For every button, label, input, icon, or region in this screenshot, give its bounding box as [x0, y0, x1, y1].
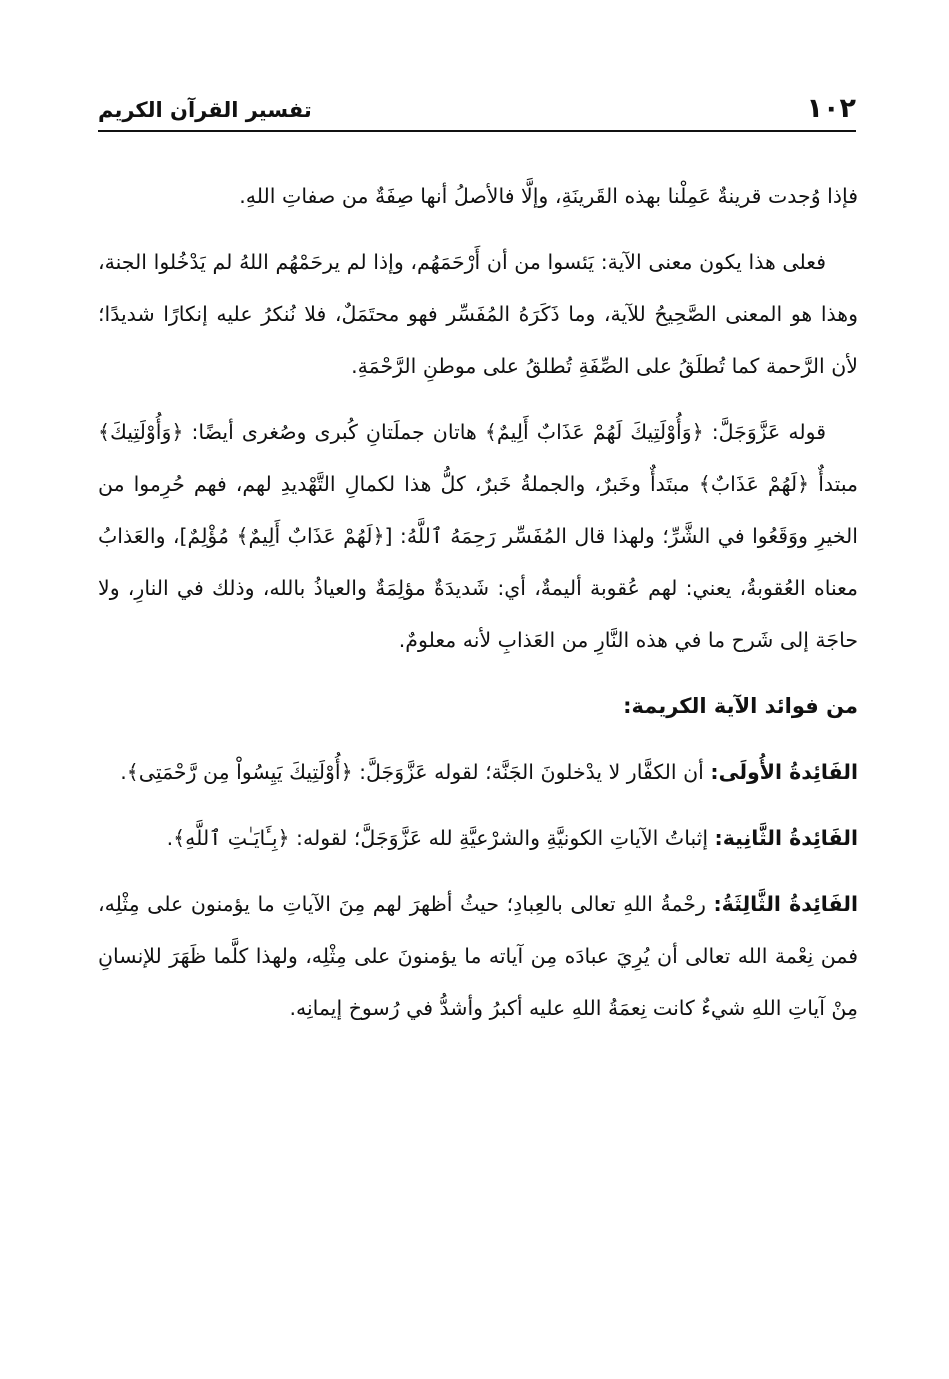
section-heading: من فوائد الآية الكريمة: [623, 694, 858, 718]
page-number: ١٠٢ [806, 93, 856, 124]
benefit-label: الفَائِدةُ الأُولَى: [710, 760, 858, 784]
page-body [98, 170, 858, 1048]
paragraph: فعلى هذا يكون معنى الآية: يَئسوا من أن أَرْحَمَهُم، وإذا لم يرحَمْهُم اللهُ لم يَدْخُلوا الجنة، وهذا هو المعنى الصَّحِيحُ للآية، وما ذَكَرَهُ المُفَسِّر فهو محتَمَلٌ، فلا نُنكرُ عليه إنكارًا شديدًا؛ لأن الرَّحمة كما تُطلَقُ على الصِّفَةِ تُطلقُ على موطنِ الرَّحْمَةِ. [98, 250, 858, 378]
benefit-text: أن الكفَّار لا يدْخلونَ الجَنَّة؛ لقوله عَزَّوَجَلَّ: ﴿أُوْلَتِيكَ يَيِسُواْ مِن رَّحْمَتِى﴾. [120, 760, 711, 784]
page-header [98, 92, 856, 132]
running-title: تفسير القرآن الكريم [98, 98, 312, 122]
paragraph: فإذا وُجدت قرينةٌ عَمِلْنا بهذه القَرينَةِ، وإلَّا فالأصلُ أنها صِفَةٌ من صفاتِ اللهِ. [239, 184, 858, 208]
benefit-paragraph [98, 812, 858, 864]
paragraph: قوله عَزَّوَجَلَّ: ﴿وَأُوْلَتِيكَ لَهُمْ عَذَابٌ أَلِيمٌ﴾ هاتان جملَتانِ كُبرى وصُغرى أيضًا: ﴿وَأُوْلَتِيكَ﴾ مبتدأٌ ﴿لَهُمْ عَذَابٌ﴾ مبتَدأٌ وخَبرٌ، والجملةُ خَبرٌ، كلُّ هذا لكمالِ التَّهْديدِ لهم، فهم حُرِموا من الخيرِ ووَقَعُوا في الشَّرِّ؛ ولهذا قال المُفَسِّر رَحِمَهُ ٱللَّهُ: [﴿لَهُمْ عَذَابٌ أَلِيمٌ﴾ مُؤْلِمٌ]، والعَذابُ معناه العُقوبةُ، يعني: لهم عُقوبة أليمةٌ، أي: شَديدَةٌ مؤلِمَةٌ والعياذُ بالله، وذلك في النارِ، ولا حاجَة إلى شَرح ما في هذه النَّارِ من العَذابِ لأنه معلومٌ. [98, 420, 858, 652]
benefit-text: رحْمةُ اللهِ تعالى بالعِبادِ؛ حيثُ أظهرَ لهم مِنَ الآياتِ ما يؤمنون على مِثْلِه، فمن نِعْمة الله تعالى أن يُرِيَ عبادَه مِن آياته ما يؤمنونَ على مِثْلِه، ولهذا كلَّما ظَهَرَ للإنسانِ مِنْ آياتِ اللهِ شيءٌ كانت نِعمَةُ اللهِ عليه أكبرُ وأشدُّ في رُسوخ إيمانِه. [98, 892, 858, 1020]
benefit-paragraph [98, 878, 858, 1034]
benefit-label: الفَائِدةُ الثَّانِية: [714, 826, 858, 850]
benefit-paragraph [98, 746, 858, 798]
benefit-label: الفَائِدةُ الثَّالِثَةُ: [713, 892, 858, 916]
benefit-text: إثباتُ الآياتِ الكونيَّةِ والشرْعيَّةِ لله عَزَّوَجَلَّ؛ لقوله: ﴿بِـَٔايَـٰتِ ٱللَّهِ﴾. [166, 826, 715, 850]
